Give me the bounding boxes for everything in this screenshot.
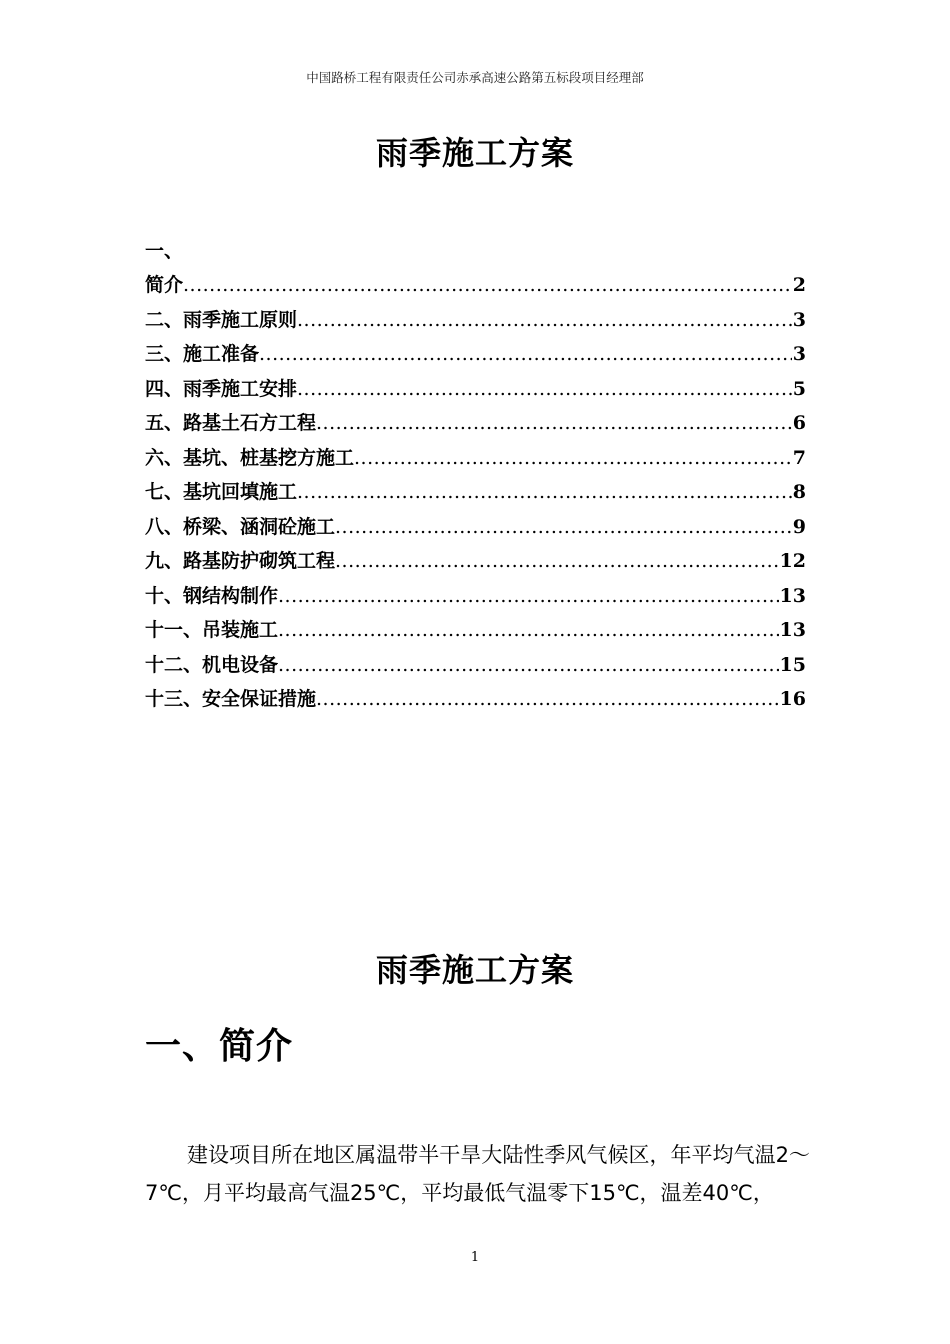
toc-entry[interactable]	[145, 510, 806, 545]
page-number: 1	[470, 1250, 480, 1265]
toc-entry-page: 15	[779, 653, 806, 676]
table-of-contents	[145, 235, 806, 717]
toc-entry-page: 7	[792, 446, 806, 469]
toc-leader-dots	[278, 648, 779, 683]
toc-entry[interactable]	[145, 303, 806, 338]
toc-leader-dots	[335, 544, 779, 579]
toc-entry-page: 6	[792, 412, 806, 434]
toc-entry-page: 3	[792, 308, 806, 331]
toc-leader-dots	[297, 303, 792, 338]
body-text	[145, 1136, 810, 1212]
toc-entry-number: 一、	[145, 240, 184, 262]
toc-entry-label: 四、雨季施工安排	[145, 377, 298, 400]
toc-entry-label: 八、桥梁、涵洞砼施工	[145, 515, 336, 538]
toc-entry-page: 2	[792, 274, 806, 296]
page-header: 中国路桥工程有限责任公司赤承高速公路第五标段项目经理部	[306, 70, 644, 85]
toc-entry-label: 五、路基土石方工程	[145, 412, 317, 434]
toc-entry[interactable]	[145, 682, 806, 717]
toc-leader-dots	[259, 337, 792, 372]
toc-entry-page: 12	[779, 550, 806, 572]
toc-leader-dots	[354, 441, 792, 476]
toc-leader-dots	[278, 579, 779, 614]
toc-entry-page: 13	[779, 584, 806, 607]
toc-entry-page: 13	[779, 619, 806, 641]
toc-leader-dots	[297, 475, 792, 510]
toc-entry-label: 简介	[145, 274, 184, 296]
toc-entry-label: 十三、安全保证措施	[145, 688, 317, 710]
toc-entry-label: 十、钢结构制作	[145, 584, 279, 607]
toc-entry[interactable]	[145, 268, 806, 303]
toc-leader-dots	[316, 406, 792, 441]
toc-entry-page: 9	[792, 515, 806, 538]
document-title: 雨季施工方案	[375, 134, 574, 172]
toc-leader-dots	[316, 682, 779, 717]
toc-entry[interactable]	[145, 441, 806, 476]
toc-entry-page: 16	[779, 688, 806, 710]
toc-entry[interactable]	[145, 544, 806, 579]
toc-entry-label: 六、基坑、桩基挖方施工	[145, 446, 355, 469]
section-heading: 一、简介	[145, 1025, 294, 1067]
toc-leader-dots	[278, 613, 779, 648]
toc-leader-dots	[183, 268, 792, 303]
toc-entry-label: 二、雨季施工原则	[145, 308, 298, 331]
toc-entry[interactable]	[145, 475, 806, 510]
toc-entry-page: 8	[792, 481, 806, 503]
toc-entry-label: 九、路基防护砌筑工程	[145, 550, 336, 572]
toc-entry-page: 5	[792, 377, 806, 400]
toc-entry[interactable]	[145, 579, 806, 614]
toc-leader-dots	[335, 510, 792, 545]
toc-entry-label: 三、施工准备	[145, 343, 260, 365]
toc-entry[interactable]	[145, 648, 806, 683]
toc-entry[interactable]	[145, 613, 806, 648]
toc-entry[interactable]	[145, 337, 806, 372]
toc-entry[interactable]	[145, 372, 806, 407]
toc-entry-page: 3	[792, 343, 806, 365]
toc-entry-label: 十二、机电设备	[145, 653, 279, 676]
toc-leader-dots	[297, 372, 792, 407]
toc-entry[interactable]	[145, 406, 806, 441]
toc-entry-label: 十一、吊装施工	[145, 619, 279, 641]
body-title: 雨季施工方案	[375, 951, 574, 989]
paragraph: 建设项目所在地区属温带半干旱大陆性季风气候区，年平均气温2～7℃，月平均最高气温25℃，平均最低气温零下15℃，温差40℃，	[145, 1143, 810, 1205]
toc-entry-label: 七、基坑回填施工	[145, 481, 298, 503]
